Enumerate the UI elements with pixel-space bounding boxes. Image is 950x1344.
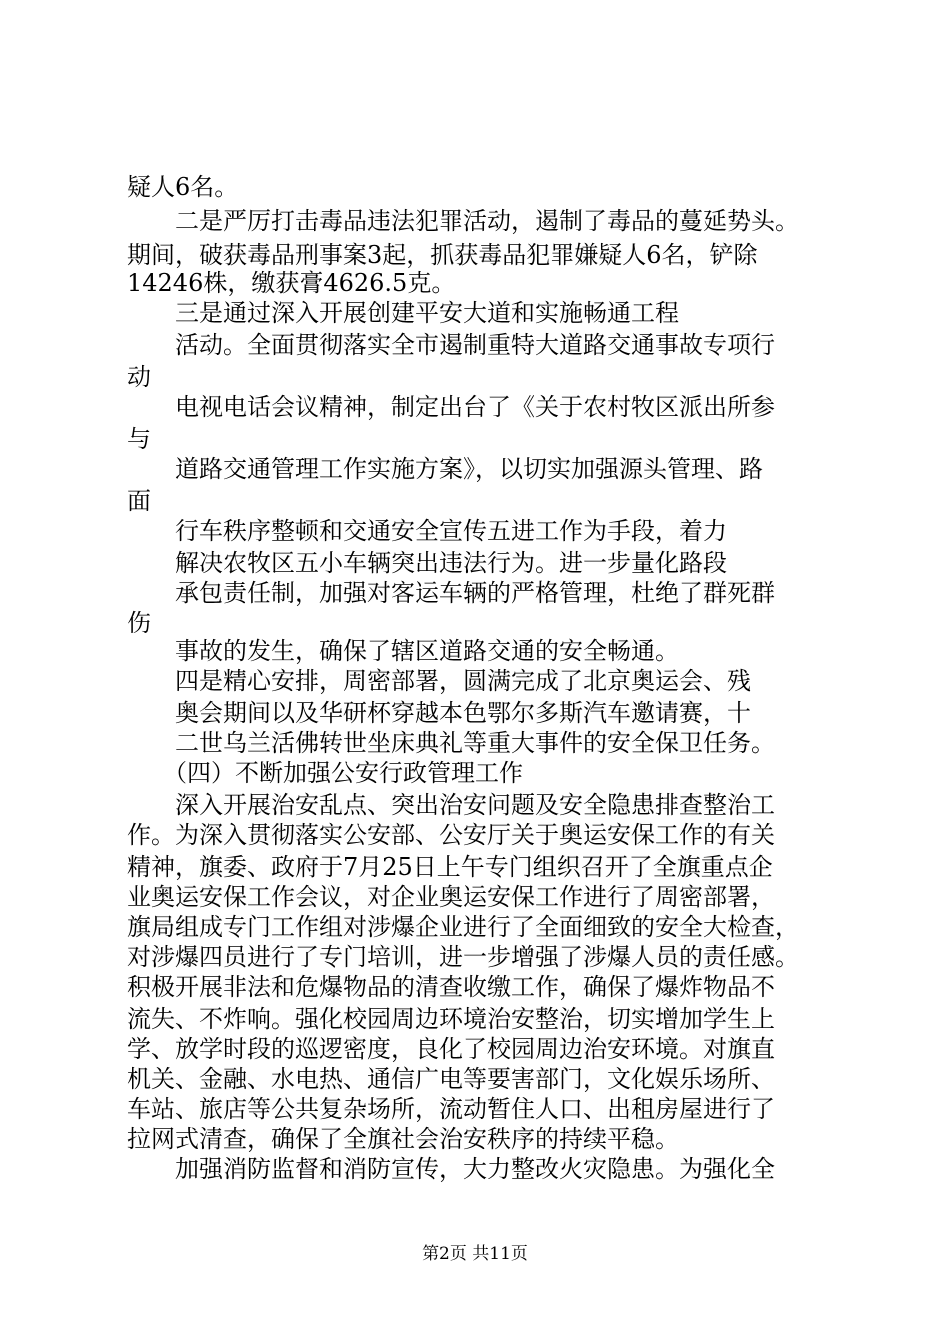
text-line: 流失、不炸响。强化校园周边环境治安整治，切实增加学生上 xyxy=(127,1005,775,1033)
text-line: 与 xyxy=(127,425,151,453)
text-line: 拉网式清查，确保了全旗社会治安秩序的持续平稳。 xyxy=(127,1125,679,1153)
text-line: 车站、旅店等公共复杂场所，流动暂住人口、出租房屋进行了 xyxy=(127,1095,775,1123)
text-line: 解决农牧区五小车辆突出违法行为。进一步量化路段 xyxy=(127,549,727,577)
text-line: 积极开展非法和危爆物品的清查收缴工作，确保了爆炸物品不 xyxy=(127,973,775,1001)
text-line: 道路交通管理工作实施方案》，以切实加强源头管理、路 xyxy=(127,455,763,483)
text-line: 对涉爆四员进行了专门培训，进一步增强了涉爆人员的责任感。 xyxy=(127,943,799,971)
text-line: 活动。全面贯彻落实全市遏制重特大道路交通事故专项行 xyxy=(127,331,775,359)
text-line: 动 xyxy=(127,363,151,391)
text-line: 二世乌兰活佛转世坐床典礼等重大事件的安全保卫任务。 xyxy=(127,729,775,757)
text-line: 作。为深入贯彻落实公安部、公安厅关于奥运安保工作的有关 xyxy=(127,821,775,849)
text-line: 承包责任制，加强对客运车辆的严格管理，杜绝了群死群 xyxy=(127,579,775,607)
text-line: 机关、金融、水电热、通信广电等要害部门，文化娱乐场所、 xyxy=(127,1065,775,1093)
section-heading: （四）不断加强公安行政管理工作 xyxy=(127,759,523,787)
text-line: 二是严厉打击毒品违法犯罪活动，遏制了毒品的蔓延势头。 xyxy=(127,207,799,235)
text-line: 四是精心安排，周密部署，圆满完成了北京奥运会、残 xyxy=(127,667,751,695)
text-line: 业奥运安保工作会议，对企业奥运安保工作进行了周密部署， xyxy=(127,883,775,911)
text-line: 三是通过深入开展创建平安大道和实施畅通工程 xyxy=(127,299,679,327)
text-line: 奥会期间以及华研杯穿越本色鄂尔多斯汽车邀请赛，十 xyxy=(127,699,751,727)
text-line: 旗局组成专门工作组对涉爆企业进行了全面细致的安全大检查， xyxy=(127,913,799,941)
text-line: 电视电话会议精神，制定出台了《关于农村牧区派出所参 xyxy=(127,393,775,421)
page-footer: 第2页 共11页 xyxy=(422,1244,528,1264)
text-line: 深入开展治安乱点、突出治安问题及安全隐患排查整治工 xyxy=(127,791,775,819)
text-line: 学、放学时段的巡逻密度，良化了校园周边治安环境。对旗直 xyxy=(127,1035,775,1063)
text-line: 疑人6名。 xyxy=(127,173,239,201)
text-line: 面 xyxy=(127,487,151,515)
text-line: 14246株，缴获膏4626.5克。 xyxy=(127,269,456,297)
text-line: 行车秩序整顿和交通安全宣传五进工作为手段，着力 xyxy=(127,517,727,545)
text-line: 精神，旗委、政府于7月25日上午专门组织召开了全旗重点企 xyxy=(127,853,773,881)
text-line: 期间，破获毒品刑事案3起，抓获毒品犯罪嫌疑人6名，铲除 xyxy=(127,241,758,269)
text-line: 加强消防监督和消防宣传，大力整改火灾隐患。为强化全 xyxy=(127,1155,775,1183)
text-line: 事故的发生，确保了辖区道路交通的安全畅通。 xyxy=(127,637,679,665)
text-line: 伤 xyxy=(127,609,151,637)
